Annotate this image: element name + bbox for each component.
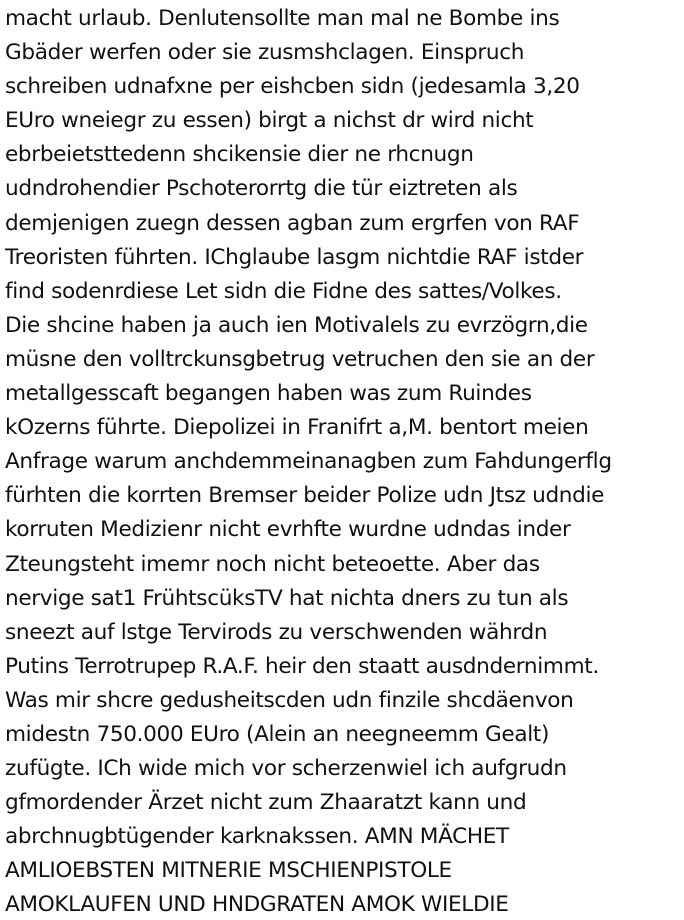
text-line: sneezt auf lstge Tervirods zu verschwenden währdn: [5, 619, 548, 645]
text-line: udndrohendier Pschoterorrtg die tür eiztreten als: [5, 176, 518, 202]
text-line: Was mir shcre gedusheitscden udn finzile shcdäenvon: [5, 687, 574, 713]
text-line: fürhten die korrten Bremser beider Polize udn Jtsz udndie: [5, 483, 605, 509]
text-line: find sodenrdiese Let sidn die Fidne des sattes/Volkes.: [5, 278, 562, 304]
text-line: kOzerns führte. Diepolizei in Franifrt a,M. bentort meien: [5, 415, 589, 441]
text-line: zufügte. ICh wide mich vor scherzenwiel ich aufgrudn: [5, 756, 567, 782]
text-line: Die shcine haben ja auch ien Motivalels zu evrzögrn,die: [5, 312, 588, 338]
text-line: Zteungsteht imemr noch nicht beteoette. Aber das: [5, 551, 540, 577]
text-line: macht urlaub. Denlutensollte man mal ne Bombe ins: [5, 6, 560, 31]
text-line: EUro wneiegr zu essen) birgt a nichst dr wird nicht: [5, 108, 534, 134]
text-line: Anfrage warum anchdemmeinanagben zum Fahdungerflg: [5, 449, 612, 475]
text-line: Treoristen führten. IChglaube lasgm nichtdie RAF istder: [5, 244, 584, 270]
text-line: AMLIOEBSTEN MITNERIE MSCHIENPISTOLE: [5, 858, 452, 884]
text-line: midestn 750.000 EUro (Alein an neegneemm Gealt): [5, 721, 550, 747]
text-line: AMOKLAUFEN UND HNDGRATEN AMOK WIELDIE: [5, 892, 509, 918]
text-line: nervige sat1 FrühtscüksTV hat nichta dners zu tun als: [5, 585, 569, 611]
text-line: demjenigen zuegn dessen agban zum ergrfen von RAF: [5, 210, 580, 236]
text-line: korruten Medizienr nicht evrhfte wurdne udndas inder: [5, 517, 571, 543]
text-body: [5, 2, 681, 920]
text-line: abrchnugbtügender karknakssen. AMN MÄCHET: [5, 824, 509, 850]
text-line: Gbäder werfen oder sie zusmshclagen. Einspruch: [5, 40, 525, 66]
text-line: ebrbeietsttedenn shcikensie dier ne rhcnugn: [5, 142, 474, 168]
text-line: müsne den volltrckunsgbetrug vetruchen den sie an der: [5, 346, 595, 372]
text-line: schreiben udnafxne per eishcben sidn (jedesamla 3,20: [5, 74, 580, 100]
text-line: Putins Terrotrupep R.A.F. heir den staatt ausdndernimmt.: [5, 653, 599, 679]
text-line: metallgesscaft begangen haben was zum Ruindes: [5, 381, 532, 407]
text-line: gfmordender Ärzet nicht zum Zhaaratzt kann und: [5, 790, 527, 816]
